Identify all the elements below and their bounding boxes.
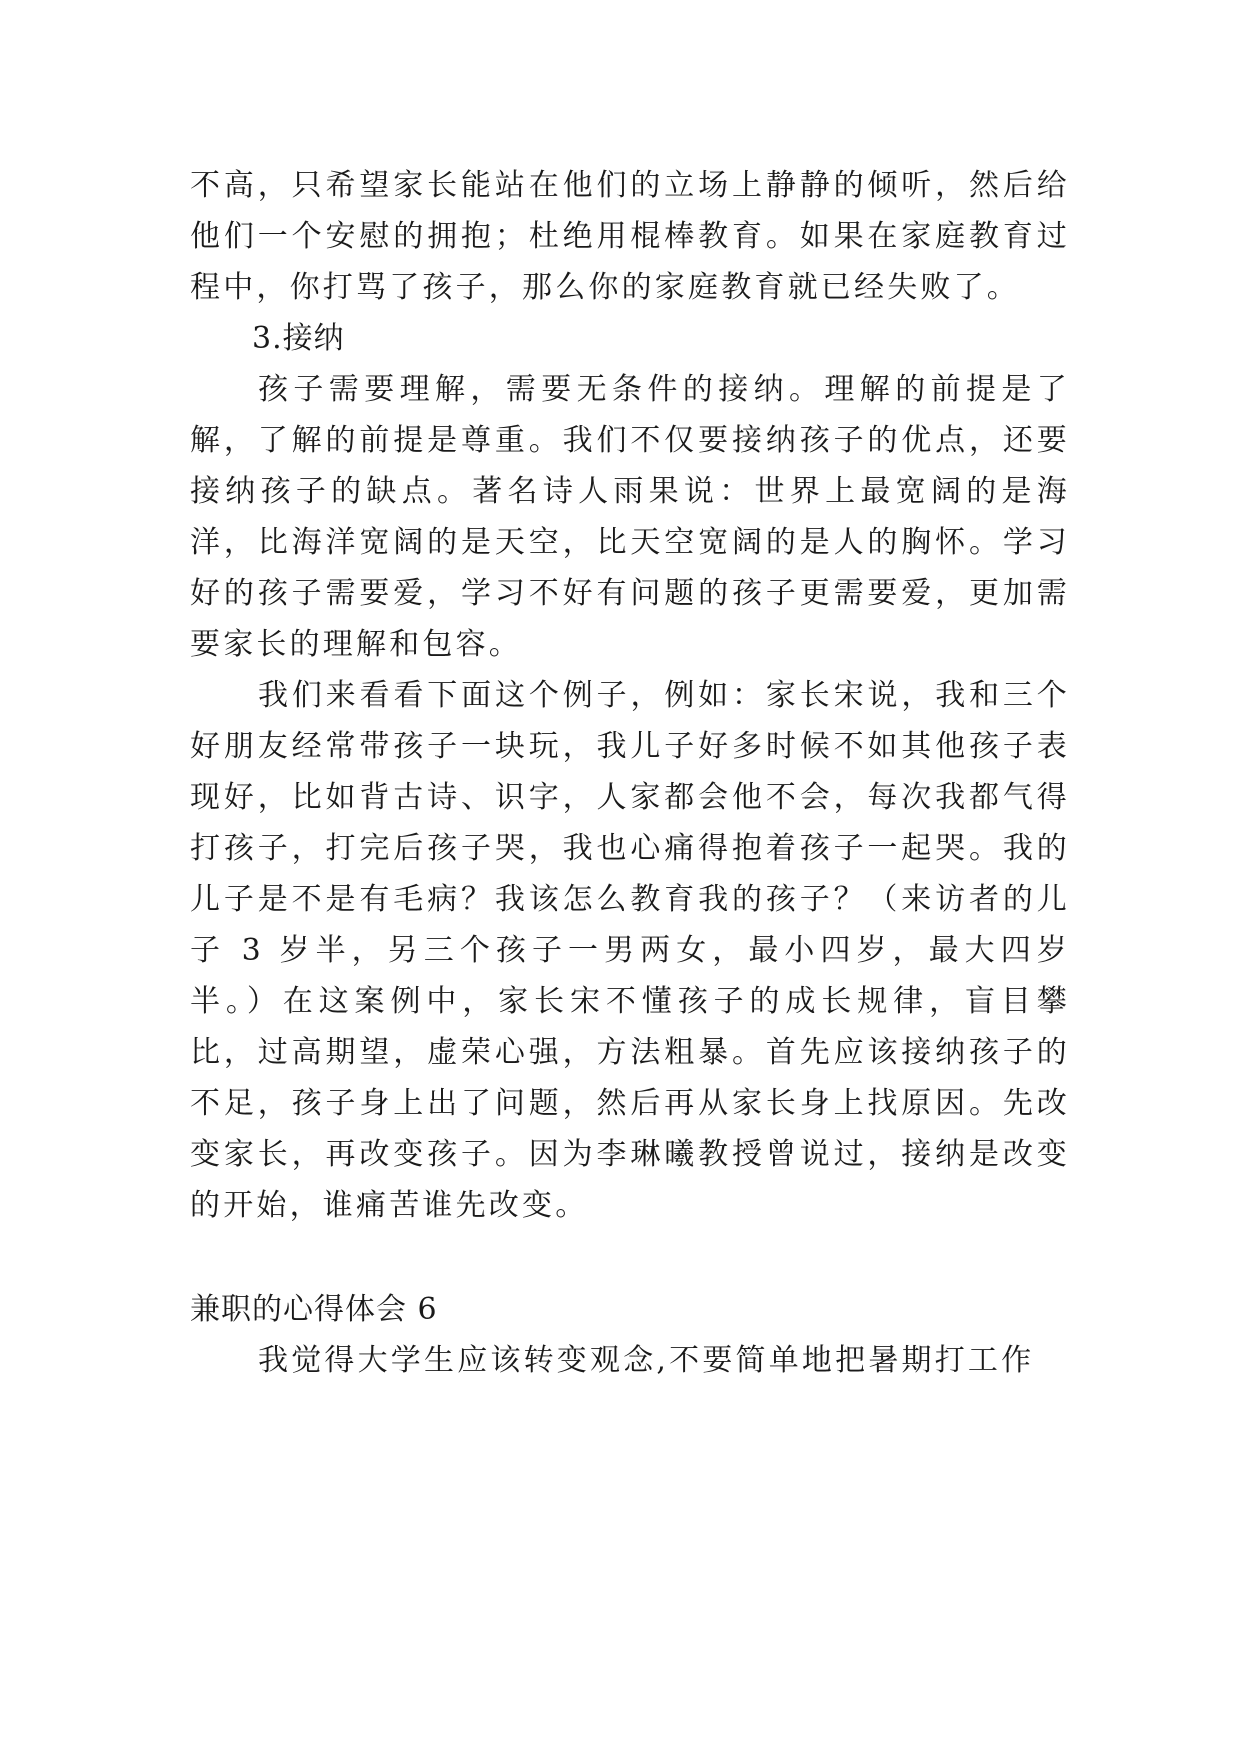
document-page	[190, 160, 1070, 1386]
section-gap	[190, 1231, 1070, 1284]
paragraph-example: 我们来看看下面这个例子，例如：家长宋说，我和三个好朋友经常带孩子一块玩，我儿子好多时候不如其他孩子表现好，比如背古诗、识字，人家都会他不会，每次我都气得打孩子，打完后孩子哭，我也心痛得抱着孩子一起哭。我的儿子是不是有毛病？我该怎么教育我的孩子？（来访者的儿子 3 岁半，另三个孩子一男两女，最小四岁，最大四岁半。）在这案例中，家长宋不懂孩子的成长规律，盲目攀比，过高期望，虚荣心强，方法粗暴。首先应该接纳孩子的不足，孩子身上出了问题，然后再从家长身上找原因。先改变家长，再改变孩子。因为李琳曦教授曾说过，接纳是改变的开始，谁痛苦谁先改变。	[190, 678, 1070, 1223]
section-title: 兼职的心得体会 6	[190, 1292, 438, 1327]
section-paragraph: 我觉得大学生应该转变观念,不要简单地把暑期打工作	[258, 1343, 1035, 1378]
subheading-acceptance: 3.接纳	[252, 321, 345, 356]
paragraph-acceptance: 孩子需要理解，需要无条件的接纳。理解的前提是了解，了解的前提是尊重。我们不仅要接纳孩子的优点，还要接纳孩子的缺点。著名诗人雨果说：世界上最宽阔的是海洋，比海洋宽阔的是天空，比天空宽阔的是人的胸怀。学习好的孩子需要爱，学习不好有问题的孩子更需要爱，更加需要家长的理解和包容。	[190, 372, 1070, 662]
paragraph-continuation: 不高，只希望家长能站在他们的立场上静静的倾听，然后给他们一个安慰的拥抱；杜绝用棍棒教育。如果在家庭教育过程中，你打骂了孩子，那么你的家庭教育就已经失败了。	[190, 168, 1070, 305]
